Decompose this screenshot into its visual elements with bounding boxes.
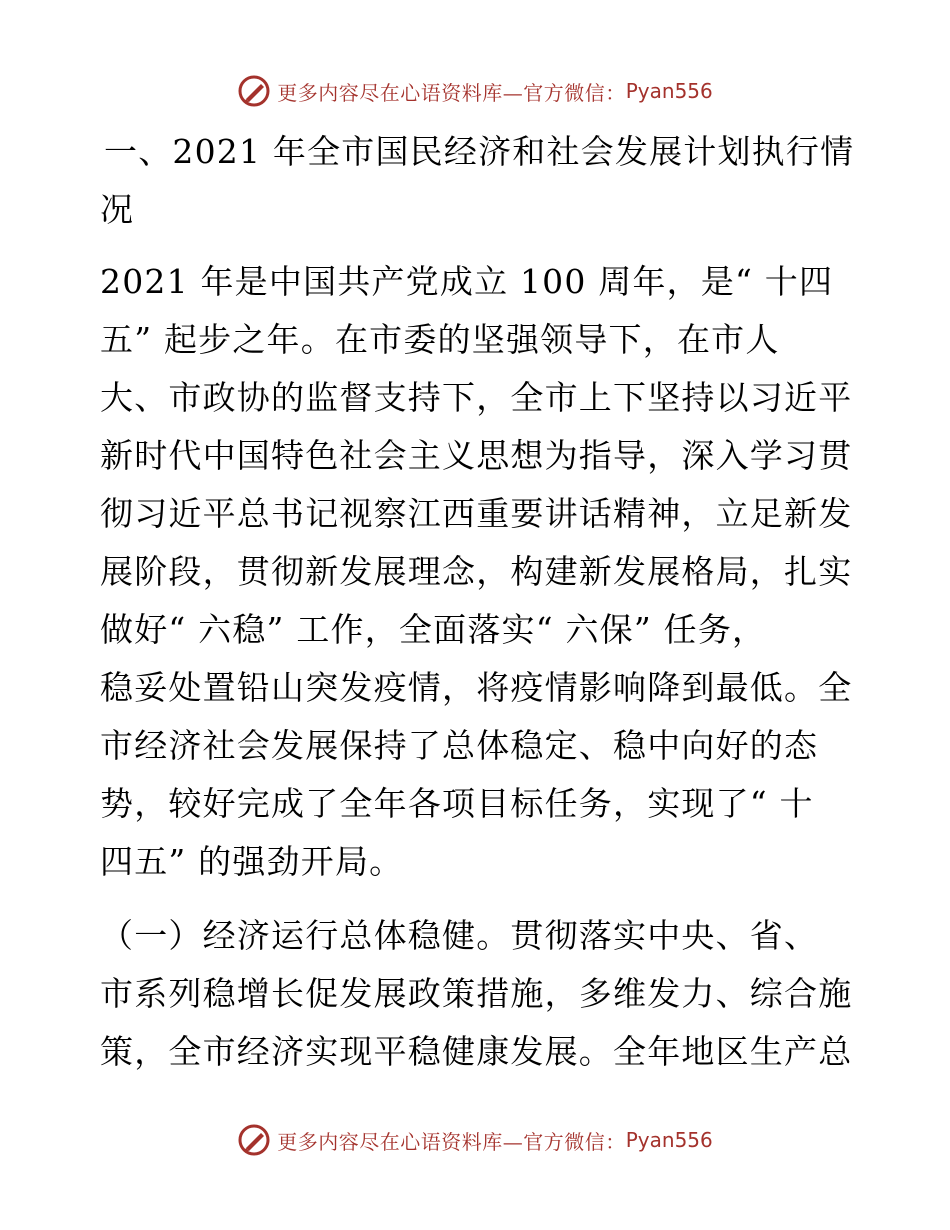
paragraph-1-line: 五” 起步之年。在市委的坚强领导下，在市人 <box>100 320 780 359</box>
paragraph-2-line: 市系列稳增长促发展政策措施，多维发力、综合施 <box>100 974 853 1013</box>
paragraph-1-line: 稳妥处置铅山突发疫情，将疫情影响降到最低。全 <box>100 668 853 707</box>
paragraph-1-line: 势，较好完成了全年各项目标任务，实现了“ 十 <box>100 784 814 823</box>
paragraph-1-line: 新时代中国特色社会主义思想为指导，深入学习贯 <box>100 436 853 475</box>
paragraph-1-line: 彻习近平总书记视察江西重要讲话精神，立足新发 <box>100 494 853 533</box>
paragraph-1-line: 大、市政协的监督支持下，全市上下坚持以习近平 <box>100 378 853 417</box>
section-heading-line-1: 一、2021 年全市国民经济和社会发展计划执行情 <box>104 132 855 171</box>
paragraph-1-line: 市经济社会发展保持了总体稳定、稳中向好的态 <box>100 726 819 765</box>
pen-logo-icon <box>237 74 271 108</box>
watermark-text: 更多内容尽在心语资料库—官方微信： <box>277 1129 626 1154</box>
paragraph-2-line: （一）经济运行总体稳健。贯彻落实中央、省、 <box>100 916 819 955</box>
pen-logo-icon <box>237 1123 271 1157</box>
paragraph-2-line: 策，全市经济实现平稳健康发展。全年地区生产总 <box>100 1032 853 1071</box>
watermark-account: Pyan556 <box>625 1128 713 1152</box>
watermark-header <box>0 71 950 111</box>
watermark-text: 更多内容尽在心语资料库—官方微信： <box>277 80 626 105</box>
paragraph-1-line: 展阶段，贯彻新发展理念，构建新发展格局，扎实 <box>100 552 853 591</box>
watermark-account: Pyan556 <box>625 79 713 103</box>
section-heading-line-2: 况 <box>100 190 135 229</box>
paragraph-1-line: 做好“ 六稳” 工作，全面落实“ 六保” 任务， <box>100 610 767 649</box>
paragraph-1-line: 四五” 的强劲开局。 <box>100 842 404 881</box>
watermark-footer <box>0 1120 950 1160</box>
paragraph-1-line: 2021 年是中国共产党成立 100 周年，是“ 十四 <box>100 262 834 301</box>
